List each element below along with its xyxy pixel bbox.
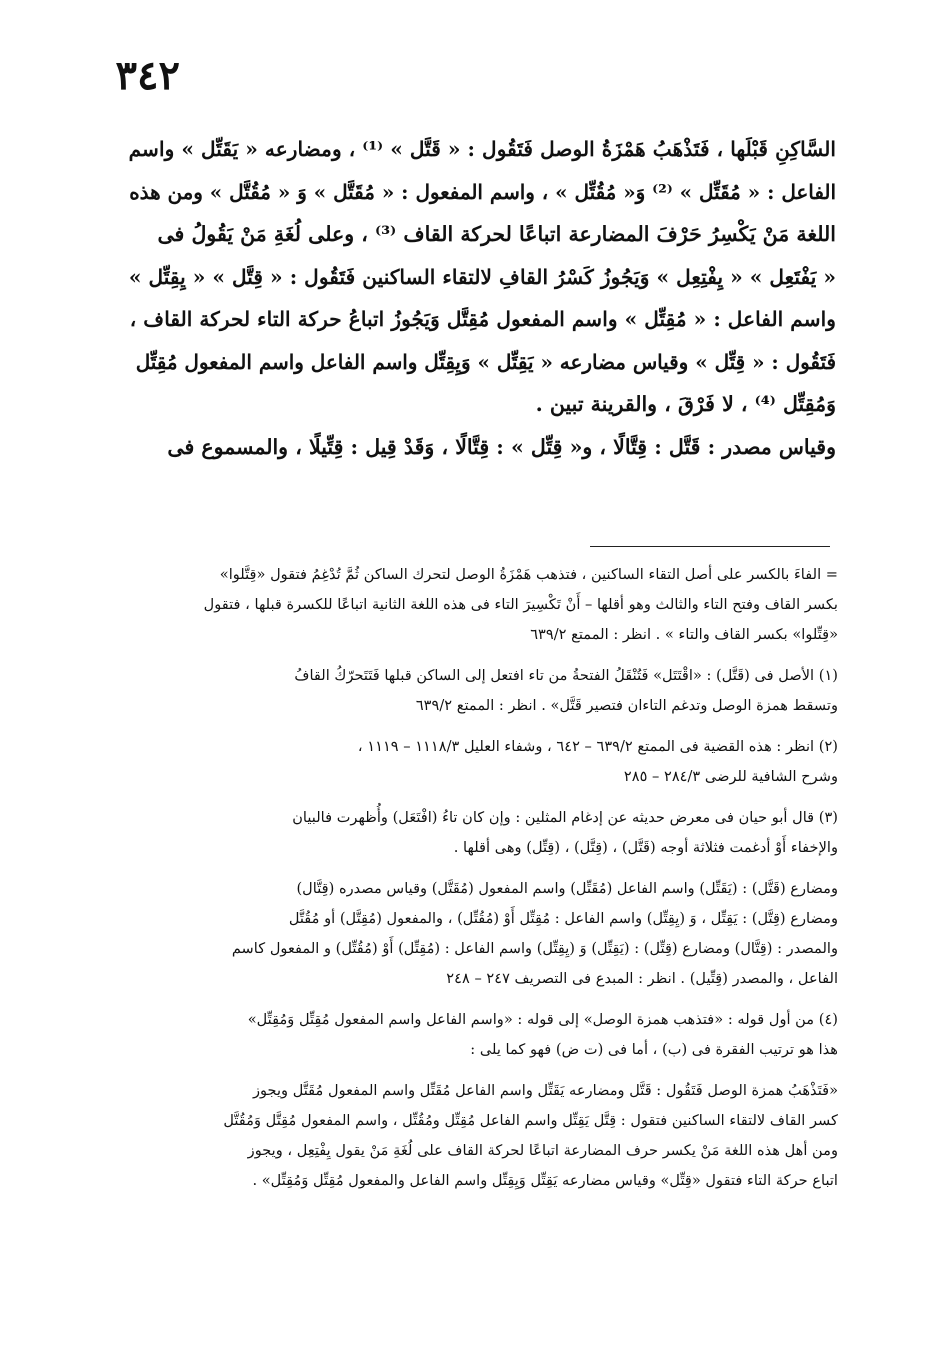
footnote-line: «فَتَذْهَبُ همزة الوصل فَتَقُول : قَتَّل ومضارعه يَقَتِّل واسم الفاعل مُقَتِّل واسم المفعول مُقَتَّل ويجوز <box>252 1082 838 1099</box>
footnote-line: ومن أهل هذه اللغة مَنْ يكسر حرف المضارعة اتباعًا لحركة القاف على لُغَةِ مَنْ يقول يِفْتِعِل ، ويجوز <box>247 1142 838 1159</box>
footnote-line: وتسقط همزة الوصل وتدغم التاءان فتصير قَتَّل» . انظر : الممتع ٦٣٩/٢ <box>415 697 838 714</box>
main-text-line: وقياس مصدر : قَتَّل : قِتَّالًا ، و« قِتِّل » : قِتَّالًا ، وَقَدْ قِيل : قِتِّيلًا ، والمسموع فى <box>167 434 836 459</box>
main-text-line: وَمُقِتِّل ⁽⁴⁾ ، لا فَرْقَ ، والقرينة تبين . <box>535 392 836 416</box>
footnote-line: اتباع حركة التاء فتقول «قِتِّل» وقياس مضارعه يَقِتِّل وَيِقِتِّل واسم الفاعل والمفعول مُقِتِّل وَمُقِتِّل» . <box>252 1172 838 1189</box>
footnote-3 <box>118 803 838 863</box>
footnote-line: «قِتِّلوا» بكسر القاف والتاء » . انظر : الممتع ٦٣٩/٢ <box>530 626 838 643</box>
footnote-4-quoted <box>118 1076 838 1196</box>
footnote-line: بكسر القاف وفتح التاء والثالث وهو أقلها – أَنْ تَكْسِيرَ التاء فى هذه اللغة الثانية اتباعًا للكسرة قبلها ، فتقول <box>203 596 838 613</box>
footnote-2 <box>118 732 838 792</box>
footnote-line: (١) الأصل فى (قَتَّل) : «اقْتَتَل» فَتُنْقَلُ الفتحةُ من تاء افتعل إلى الساكن قبلها فَتَتَحرّكُ القافُ <box>294 667 838 684</box>
footnote-continuation <box>118 560 838 650</box>
footnote-4 <box>118 1005 838 1065</box>
footnotes <box>118 560 838 1207</box>
footnote-separator <box>590 546 830 547</box>
main-text-line: « يَفْتَعِل » « يِفْتِعِل » وَيَجُوزُ كَسْرُ القافِ لالتقاء الساكنين فَتَقُول : « قِتَّل » « يِقِتِّل » <box>128 264 836 289</box>
footnote-line: الفاعل ، والمصدر (قِتِّيل) . انظر : المبدع فى التصريف ٢٤٧ – ٢٤٨ <box>446 970 838 987</box>
footnote-line: ومضارع (قِتَّل) : يَقِتِّل ، وَ (يِقِتِّل) واسم الفاعل : مُقِتِّل أَوْ (مُقُتِّل) ، والمفعول (مُقِتَّل) أو مُقُتَّل <box>288 910 838 927</box>
footnote-line: (٤) من أول قوله : «فتذهب همزة الوصل» إلى قوله : «واسم الفاعل واسم المفعول مُقِتِّل وَمُقِتِّل» <box>247 1011 838 1028</box>
footnote-line: ومضارع (قَتَّل) : (يَقَتِّل) واسم الفاعل (مُقَتِّل) واسم المفعول (مُقَتَّل) وقياس مصدره (قِتَّال) <box>296 880 838 897</box>
main-text-line: الفاعل : « مُقَتِّل » ⁽²⁾ وَ« مُقُتِّل » ، واسم المفعول : « مُقَتَّل » وَ « مُقُتَّل » ومن هذه <box>129 179 836 204</box>
footnote-line: = الفاءَ بالكسر على أصل التقاء الساكنين ، فتذهب هَمْزَةُ الوصل لتحرك الساكن ثُمَّ تُدْغِمُ فتقول «قِتَّلوا» <box>219 566 838 583</box>
footnote-line: (٢) انظر : هذه القضية فى الممتع ٦٣٩/٢ – ٦٤٢ ، وشفاء العليل ١١١٨/٣ – ١١١٩ ، <box>357 738 838 755</box>
main-text-line: اللغة مَنْ يَكْسِرُ حَرْفَ المضارعة اتباعًا لحركة القاف ⁽³⁾ ، وعلى لُغَةِ مَنْ يَقُولُ فى <box>157 222 836 246</box>
footnote-line: وشرح الشافية للرضى ٢٨٤/٣ – ٢٨٥ <box>623 768 838 785</box>
page-number: ٣٤٢ <box>115 52 180 99</box>
footnote-1 <box>118 661 838 721</box>
main-text-line: واسم الفاعل : « مُقِتِّل » واسم المفعول مُقِتَّل وَيَجُوزُ اتباعُ حركة التاء لحركة القاف ، <box>129 307 836 331</box>
footnote-line: كسر القاف لالتقاء الساكنين فتقول : قِتَّل يَقِتِّل واسم الفاعل مُقِتِّل ومُقُتِّل ، واسم المفعول مُقِتَّل وَمُقُتَّل <box>223 1112 838 1129</box>
footnote-line: (٣) قال أبو حيان فى معرض حديثه عن إدغام المثلين : وإن كان تاءُ (افْتَعَل) وأُظهرت فالبيان <box>292 809 838 826</box>
main-text-line: فَتَقُول : « قِتِّل » وقياس مضارعه « يَقِتِّل » وَيِقِتِّل واسم الفاعل واسم المفعول مُقِتِّل <box>135 349 836 374</box>
main-text-line: السَّاكِنِ قَبْلَها ، فَتَذْهَبُ هَمْزَةُ الوصل فَتَقُول : « قَتَّل » ⁽¹⁾ ، ومضارعه « يَقَتِّل » واسم <box>128 137 836 161</box>
footnote-line: والمصدر : (قِتَّال) ومضارع (قِتِّل) : (يَقِتِّل) وَ (يِقِتِّل) واسم الفاعل : (مُقِتِّل) أَوْ (مُقُتِّل) و المفعول كاسم <box>231 940 838 957</box>
main-text <box>128 128 836 468</box>
footnote-3-continued <box>118 874 838 994</box>
footnote-line: هذا هو ترتيب الفقرة فى (ب) ، أما فى (ت ض) فهو كما يلى : <box>470 1041 838 1058</box>
footnote-line: والإخفاء أَوْ أدغمت فثلاثة أوجه (قَتَّل) ، (قِتَّل) ، (قِتِّل) وهى أقلها . <box>453 839 838 856</box>
